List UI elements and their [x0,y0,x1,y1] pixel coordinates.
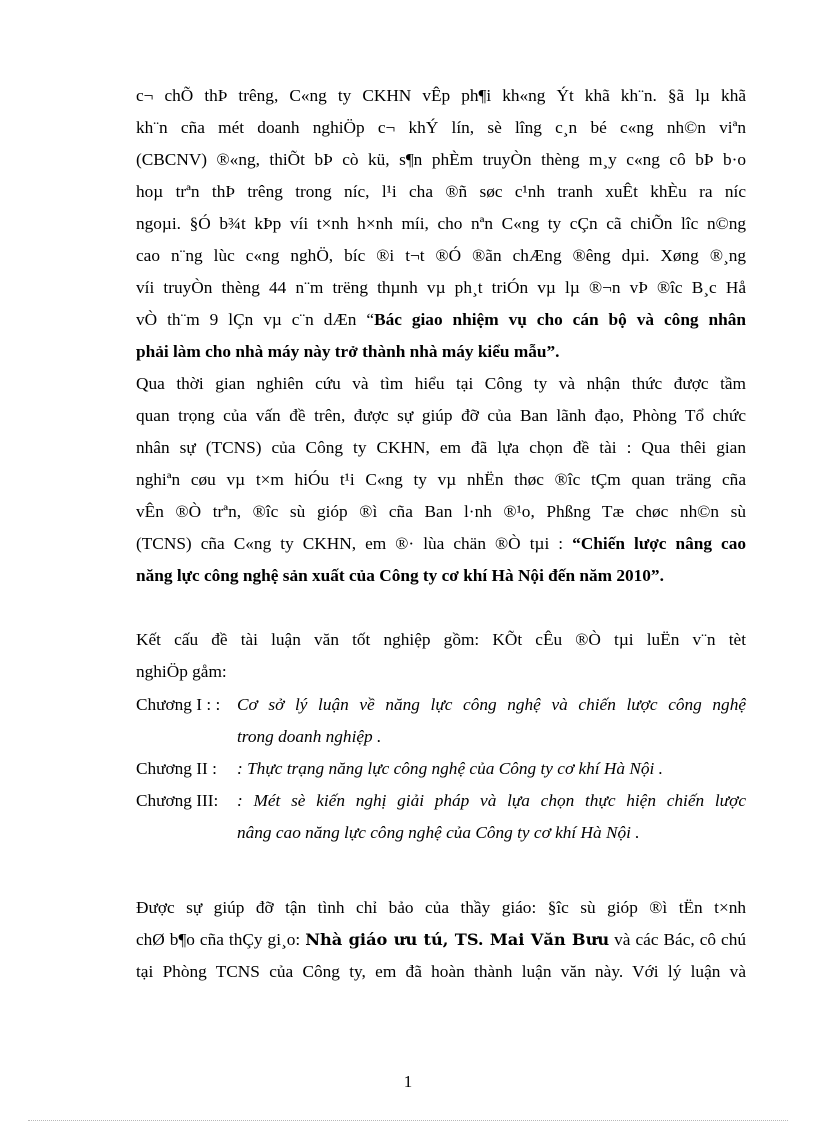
body-line [136,309,746,331]
thesis-title-bold: “Chiến lược nâng cao [572,534,747,553]
body-line: víi truyÒn thèng 44 n¨m trëng thµnh vµ ph¸t triÓn vµ lµ ®¬n vÞ ®îc B¸c Hå [136,278,746,297]
body-line: cao n¨ng lùc c«ng nghÖ, bíc ®i t¬t ®Ó ®ãn chÆng ®êng dµi. Xøng ®¸ng [136,246,746,265]
footer-divider [28,1120,788,1121]
chapter-title: Cơ sở lý luận về năng lực công nghệ và chiến lược công nghệ [237,695,746,714]
body-line: nghiÖp gåm: [136,662,227,681]
body-line: Được sự giúp đỡ tận tình chỉ bảo của thầy giáo: §îc sù gióp ®ì tËn t×nh [136,898,746,917]
body-line: tại Phòng TCNS của Công ty, em đã hoàn thành luận văn này. Với lý luận và [136,962,746,981]
chapter-title: nâng cao năng lực công nghệ của Công ty cơ khí Hà Nội . [237,823,640,842]
chapter-label: Chương I : : [136,695,221,714]
body-line: ngoµi. §Ó b¾t kÞp víi t×nh h×nh míi, cho nªn C«ng ty cÇn cã chiÕn lîc n©ng [136,214,746,233]
chapter-label: Chương III: [136,791,219,810]
body-line: nhân sự (TCNS) của Công ty CKHN, em đã lựa chọn đề tài : Qua thêi gian [136,438,746,457]
body-line: quan trọng của vấn đề trên, được sự giúp đỡ của Ban lãnh đạo, Phòng Tổ chức [136,406,746,425]
thesis-title-bold-line: năng lực công nghệ sản xuất của Công ty cơ khí Hà Nội đến năm 2010”. [136,566,664,585]
body-text: vÒ th¨m 9 lÇn vµ c¨n dÆn “ [136,310,375,329]
chapter-title: : Mét sè kiến nghị giải pháp và lựa chọn thực hiện chiến lược [237,791,746,810]
body-line: Kết cấu đề tài luận văn tốt nghiệp gồm: KÕt cÊu ®Ò tµi luËn v¨n tèt [136,630,746,649]
quote-bold: Bác giao nhiệm vụ cho cán bộ và công nhân [374,310,746,329]
quote-bold-line: phải làm cho nhà máy này trở thành nhà máy kiểu mẫu”. [136,342,560,361]
body-line: kh¨n cña mét doanh nghiÖp c¬ khÝ lín, sè lîng c¸n bé c«ng nh©n viªn [136,118,746,137]
advisor-name-bold: Nhà giáo ưu tú, TS. Mai Văn Bưu [305,930,610,949]
body-line: hoµ trªn thÞ trêng trong níc, l¹i cha ®ñ søc c¹nh tranh xuÊt khÈu ra níc [136,182,746,201]
body-line: nghiªn cøu vµ t×m hiÓu t¹i C«ng ty vµ nhËn thøc ®îc tÇm quan träng cña [136,470,746,489]
body-text: chØ b¶o cña thÇy gi¸o: [136,930,306,949]
page-number: 1 [403,1072,413,1091]
body-line [136,533,746,555]
body-text: (TCNS) cña C«ng ty CKHN, em ®· lùa chän ®Ò tµi : [136,534,573,553]
body-text: và các Bác, cô chú [609,930,747,949]
body-line: vÊn ®Ò trªn, ®îc sù gióp ®ì cña Ban l·nh ®¹o, Phßng Tæ chøc nh©n sù [136,502,746,521]
body-line: c¬ chÕ thÞ trêng, C«ng ty CKHN vÊp ph¶i kh«ng Ýt khã kh¨n. §ã lµ khã [136,86,746,105]
body-line: Qua thời gian nghiên cứu và tìm hiểu tại Công ty và nhận thức được tầm [136,374,746,393]
chapter-label: Chương II : [136,759,217,778]
body-line: (CBCNV) ®«ng, thiÕt bÞ cò kü, s¶n phÈm truyÒn thèng m¸y c«ng cô bÞ b·o [136,150,746,169]
chapter-title: : Thực trạng năng lực công nghệ của Công ty cơ khí Hà Nội . [237,759,663,778]
chapter-title: trong doanh nghiệp . [237,727,382,746]
body-line [136,929,746,951]
